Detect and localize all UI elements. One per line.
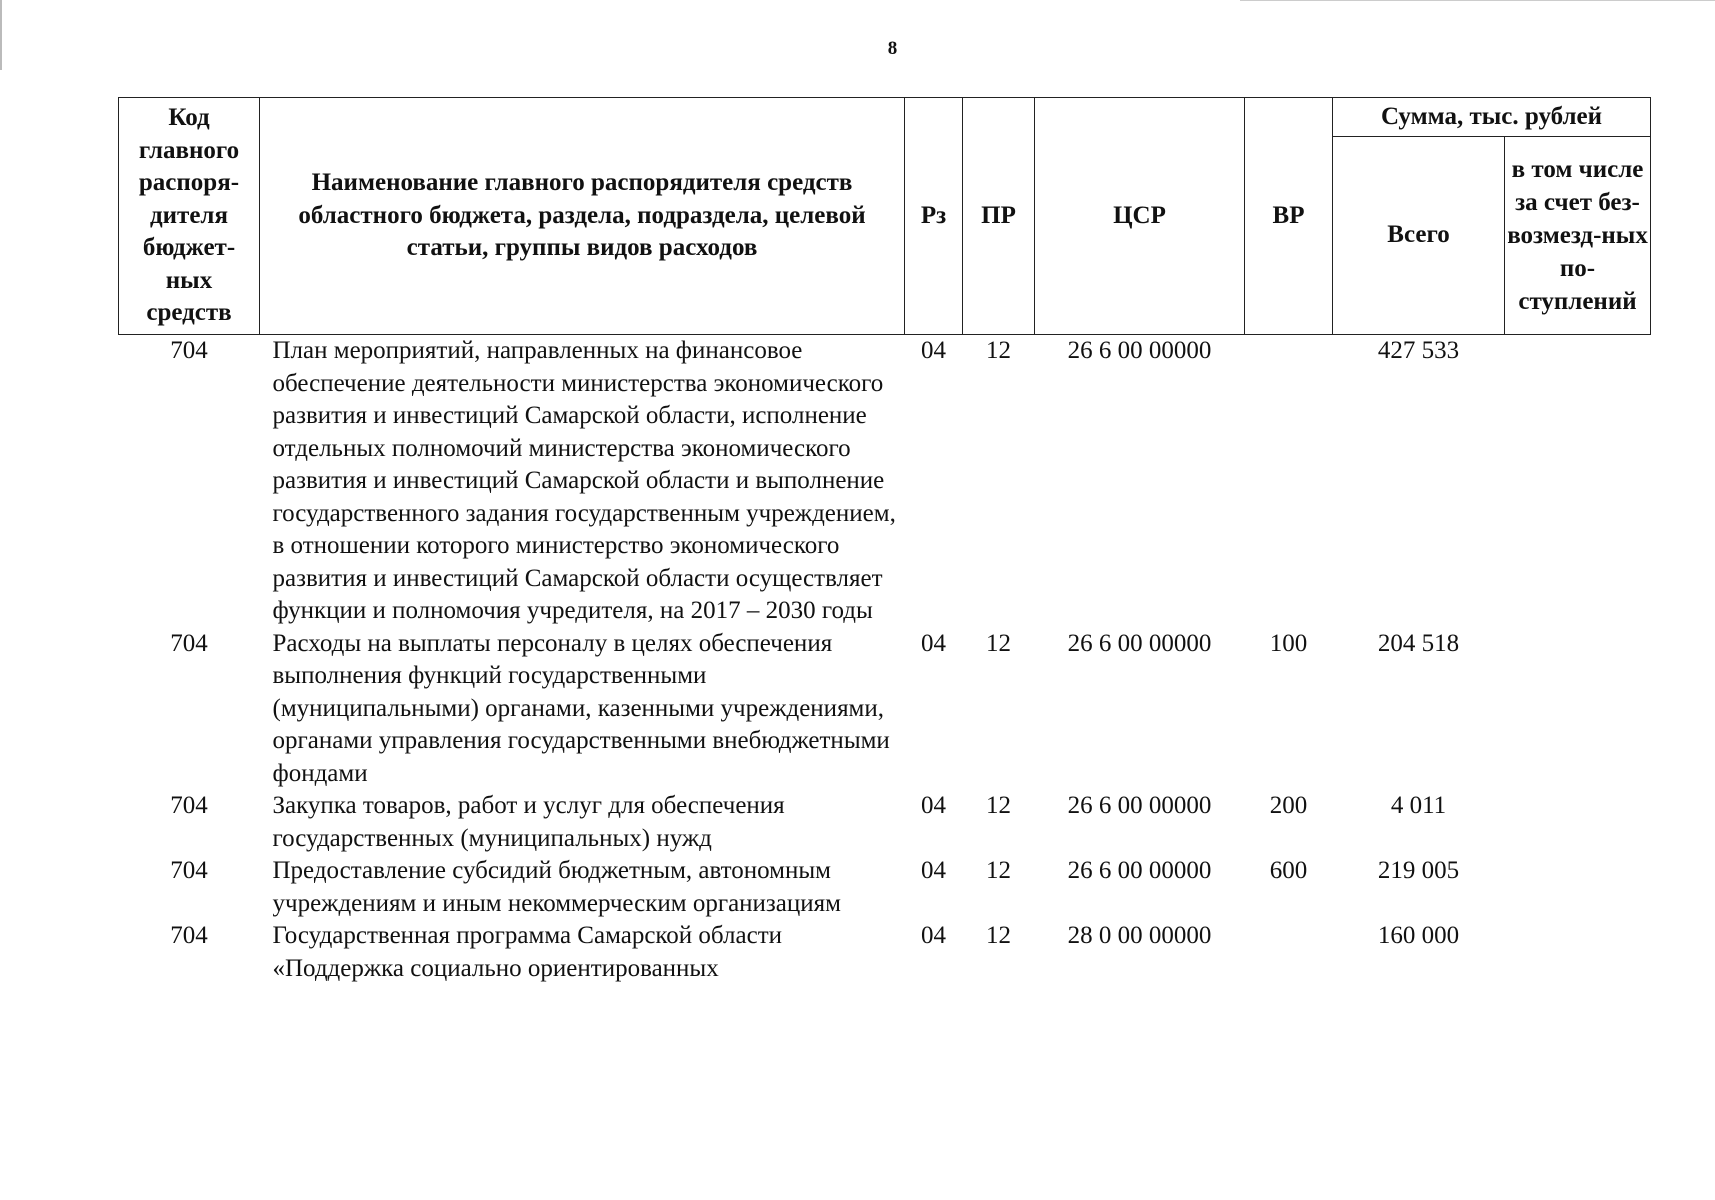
- cell-code: 704: [170, 337, 208, 364]
- cell-vr: [1245, 335, 1333, 628]
- table-row: [119, 855, 1651, 920]
- header-total: Всего: [1333, 137, 1505, 335]
- header-code: Код главного распоря-дителя бюджет-ных средств: [119, 98, 260, 335]
- header-sum: Сумма, тыс. рублей: [1333, 98, 1651, 137]
- cell-vr: 100: [1269, 629, 1308, 657]
- cell-pr: 12: [986, 857, 1011, 884]
- cell-total: 219 005: [1377, 857, 1460, 884]
- cell-rz: 04: [921, 857, 946, 884]
- cell-rz: 04: [921, 337, 946, 364]
- cell-total: 160 000: [1377, 922, 1460, 949]
- table-row: [119, 335, 1651, 628]
- cell-csr: 26 6 00 00000: [1067, 629, 1212, 657]
- cell-pr: 12: [986, 922, 1011, 949]
- header-rz: Рз: [905, 98, 963, 335]
- cell-total: 204 518: [1377, 629, 1460, 657]
- header-vr: ВР: [1245, 98, 1333, 335]
- cell-csr: 26 6 00 00000: [1067, 857, 1212, 884]
- cell-code: 704: [170, 629, 208, 657]
- cell-free: [1505, 920, 1651, 985]
- budget-table: [118, 97, 1651, 985]
- cell-free: [1505, 855, 1651, 920]
- cell-pr: 12: [986, 629, 1011, 657]
- cell-rz: 04: [921, 629, 946, 657]
- cell-rz: 04: [921, 792, 946, 819]
- cell-vr: 600: [1269, 857, 1308, 884]
- cell-vr: 200: [1269, 792, 1308, 819]
- page-number: 8: [887, 38, 898, 59]
- cell-free: [1505, 335, 1651, 628]
- table-row: [119, 790, 1651, 855]
- cell-csr: 26 6 00 00000: [1067, 337, 1212, 364]
- cell-csr: 26 6 00 00000: [1067, 792, 1212, 819]
- header-name: Наименование главного распорядителя средств областного бюджета, раздела, подраздела, целевой статьи, группы видов расходов: [260, 98, 905, 335]
- scan-top-line: [1240, 0, 1715, 1]
- cell-rz: 04: [921, 922, 946, 949]
- header-csr: ЦСР: [1035, 98, 1245, 335]
- cell-total: 4 011: [1390, 792, 1447, 819]
- cell-name: Расходы на выплаты персоналу в целях обеспечения выполнения функций государственными (муниципальными) органами, казенными учреждениями, органами управления государственными внебюджетными фондами: [272, 629, 890, 787]
- table-row: [119, 920, 1651, 985]
- cell-name: Закупка товаров, работ и услуг для обеспечения государственных (муниципальных) нужд: [272, 792, 785, 852]
- table-body: [119, 335, 1651, 986]
- cell-code: 704: [170, 922, 208, 949]
- cell-code: 704: [170, 857, 208, 884]
- cell-vr: [1245, 920, 1333, 985]
- cell-code: 704: [170, 792, 208, 819]
- header-pr: ПР: [963, 98, 1035, 335]
- cell-pr: 12: [986, 792, 1011, 819]
- cell-pr: 12: [986, 337, 1011, 364]
- cell-name: План мероприятий, направленных на финансовое обеспечение деятельности министерства экономического развития и инвестиций Самарской области, исполнение отдельных полномочий министерства экономического развития и инвестиций Самарской области и выполнение государственного задания государственным учреждением, в отношении которого министерство экономического развития и инвестиций Самарской области осуществляет функции и полномочия учредителя, на 2017 – 2030 годы: [272, 337, 896, 624]
- cell-free: [1505, 790, 1651, 855]
- cell-name: Государственная программа Самарской области «Поддержка социально ориентированных: [272, 922, 782, 982]
- cell-name: Предоставление субсидий бюджетным, автономным учреждениям и иным некоммерческим организациям: [272, 857, 841, 917]
- cell-total: 427 533: [1377, 337, 1460, 364]
- table-row: [119, 628, 1651, 791]
- table-header: [119, 98, 1651, 335]
- cell-free: [1505, 628, 1651, 791]
- header-free: в том числе за счет без-возмезд-ных по-ступлений: [1505, 137, 1651, 335]
- cell-csr: 28 0 00 00000: [1067, 922, 1212, 949]
